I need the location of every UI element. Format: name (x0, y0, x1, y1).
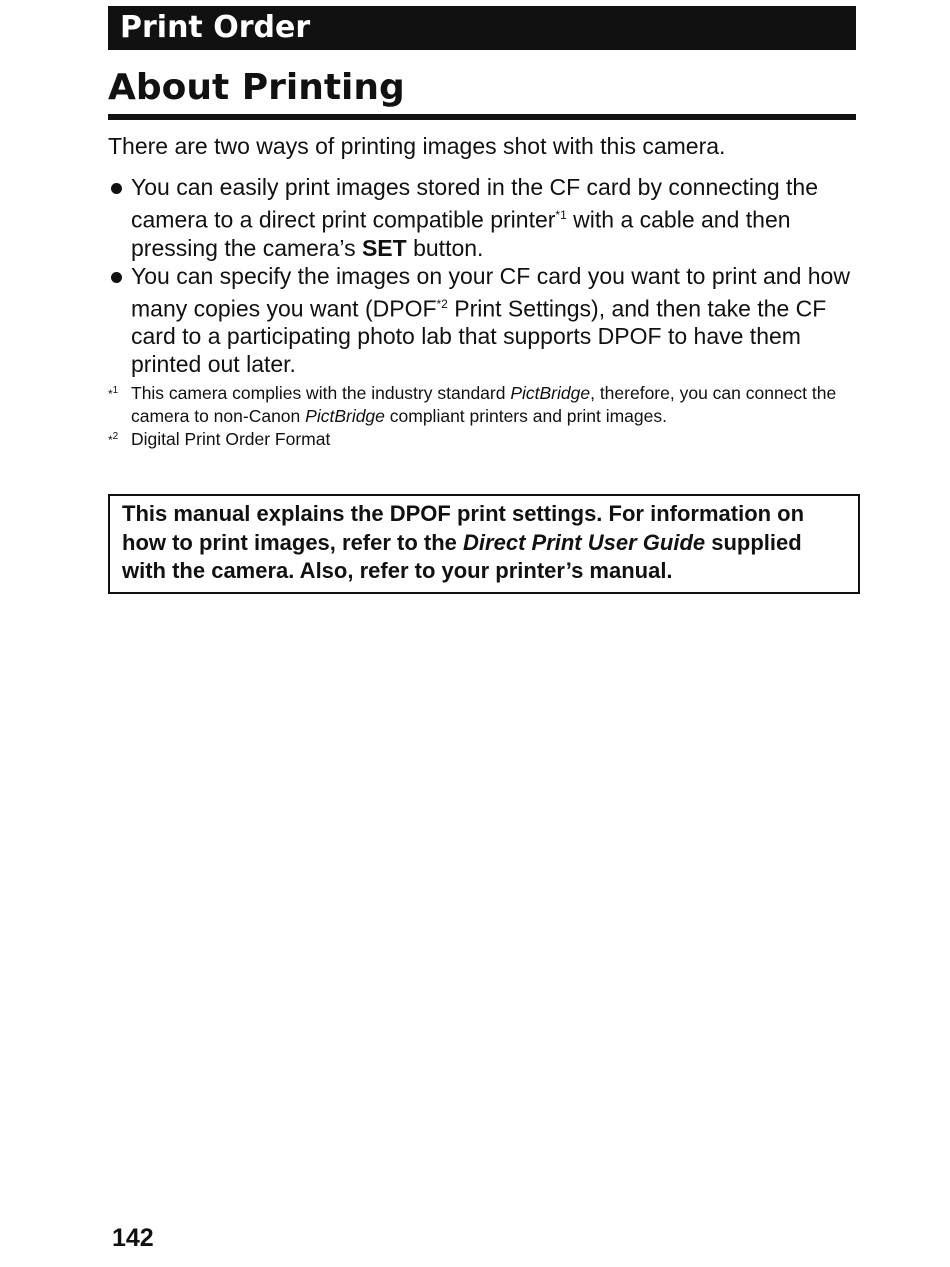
bullet-icon (111, 272, 122, 283)
footnote-marker: *$^2$ (108, 431, 119, 447)
section-title: Print Order (120, 10, 311, 45)
footnote-text: , therefore, you can connect the camera to non-Canon (131, 383, 837, 426)
footnote-text: compliant printers and print images. (384, 406, 667, 426)
footnote-text: Digital Print Order Format (131, 429, 331, 449)
note-text: supplied with the camera. Also, refer to your printer’s manual. (122, 529, 802, 583)
note-box (108, 494, 860, 594)
intro-paragraph: There are two ways of printing images shot with this camera. (108, 133, 726, 159)
bullet-text: Print Settings), and then take the CF card to a participating photo lab that supports DPOF to have them printed out later. (131, 295, 827, 378)
footnote (108, 382, 856, 428)
footnote-text-italic: PictBridge (510, 383, 591, 403)
footnote-text: This camera complies with the industry standard (131, 383, 511, 403)
footnote-ref: *2 (436, 296, 448, 311)
list-item (108, 173, 856, 262)
note-text: This manual explains the DPOF print settings. For information on how to print images, refer to the (122, 501, 805, 555)
bullet-icon (111, 183, 122, 194)
bullet-list (108, 173, 856, 378)
footnotes (108, 382, 856, 451)
title-underline-rule (108, 114, 856, 120)
list-item (108, 262, 856, 379)
page-number: 142 (112, 1224, 154, 1252)
footnote-ref: *1 (555, 208, 567, 222)
set-button-label: SET (361, 234, 407, 261)
bullet-text: button. (406, 234, 484, 261)
bullet-text: You can specify the images on your CF card you want to print and how many copies you want (DPOF (131, 262, 850, 322)
bullet-text: with a cable and then pressing the camera’s (131, 206, 791, 261)
section-header-bar (108, 6, 856, 50)
footnote-marker: *$^1$ (108, 385, 119, 401)
footnote-text-italic: PictBridge (305, 406, 385, 426)
footnote (108, 428, 856, 451)
page-title: About Printing (108, 67, 405, 108)
bullet-text: You can easily print images stored in the CF card by connecting the camera to a direct print compatible printer (131, 174, 818, 233)
note-text-italic: Direct Print User Guide (463, 529, 706, 555)
